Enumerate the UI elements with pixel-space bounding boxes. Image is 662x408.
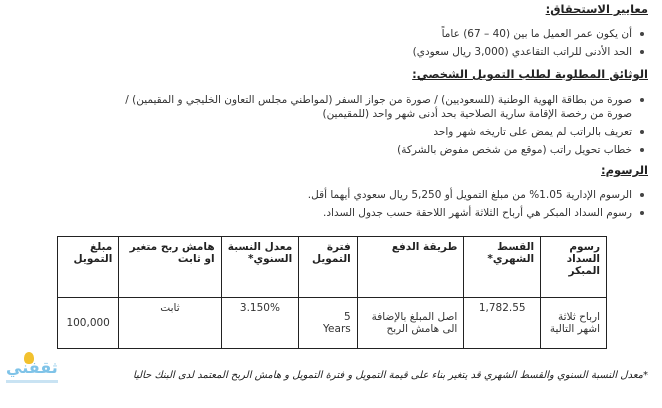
- header-margin-type: هامش ربح متغير او ثابت: [119, 237, 221, 298]
- list-item: تعريف بالراتب لم يمض على تاريخه شهر واحد: [12, 125, 632, 139]
- eligibility-list: [12, 27, 648, 59]
- table-row: [58, 298, 607, 349]
- list-item: خطاب تحويل راتب (موقع من شخص مفوض بالشركة): [12, 143, 632, 157]
- header-amount: مبلغ التمويل: [58, 237, 119, 298]
- cell-installment: [464, 298, 541, 349]
- period-unit: Years: [323, 323, 351, 335]
- header-payment-method: طريقة الدفع: [357, 237, 464, 298]
- list-item: [12, 93, 632, 121]
- cell-early-fee: ارباح ثلاثة اشهر التالية: [541, 298, 607, 349]
- cell-apr: [221, 298, 299, 349]
- header-early-fee: رسوم السداد المبكر: [541, 237, 607, 298]
- cell-margin-type: ثابت: [119, 298, 221, 349]
- installment-value: 1,782.55: [478, 302, 526, 314]
- list-item: رسوم السداد المبكر هي أرباح الثلاثة أشهر اللاحقة حسب جدول السداد.: [12, 206, 632, 220]
- watermark-text: ثقفني: [6, 358, 58, 377]
- watermark-underline: [6, 380, 58, 383]
- table-header-row: [58, 237, 607, 298]
- list-item-line: صورة من رخصة الإقامة سارية الصلاحية بحد أدنى شهر واحد (للمقيمين): [322, 108, 632, 120]
- cell-period: [299, 298, 358, 349]
- cell-payment-method: اصل المبلغ بالإضافة الى هامش الربح: [357, 298, 464, 349]
- header-installment: القسط الشهري*: [464, 237, 541, 298]
- documents-heading: الوثائق المطلوبة لطلب التمويل الشخصي:: [412, 67, 648, 81]
- list-item: أن يكون عمر العميل ما بين (40 – 67) عاماً: [12, 27, 632, 41]
- amount-value: 100,000: [66, 317, 110, 329]
- eligibility-heading: معايير الاستحقاق:: [545, 2, 648, 16]
- footnote: *معدل النسبة السنوي والقسط الشهري قد يتغير بناء على قيمة التمويل و فترة التمويل و هامش الربح المعتمد لدى البنك حاليا: [132, 370, 648, 381]
- cell-amount: [58, 298, 119, 349]
- header-period: فترة التمويل: [299, 237, 358, 298]
- fees-heading: الرسوم:: [601, 163, 648, 177]
- list-item: الحد الأدنى للراتب التقاعدي (3,000 ريال سعودي): [12, 45, 632, 59]
- financing-table: [57, 236, 607, 349]
- fees-list: [12, 188, 648, 220]
- apr-value: 3.150%: [239, 302, 280, 314]
- site-watermark-logo: [2, 352, 62, 392]
- header-apr: معدل النسبة السنوي*: [221, 237, 299, 298]
- list-item: الرسوم الإدارية 1.05% من مبلغ التمويل أو 5,250 ريال سعودي أيهما أقل.: [12, 188, 632, 202]
- documents-list: [12, 93, 648, 157]
- list-item-line: صورة من بطاقة الهوية الوطنية (للسعوديين) / صورة من جواز السفر (لمواطني مجلس التعاون الخليجي و المقيمين) /: [125, 94, 632, 106]
- period-number: 5: [344, 311, 351, 323]
